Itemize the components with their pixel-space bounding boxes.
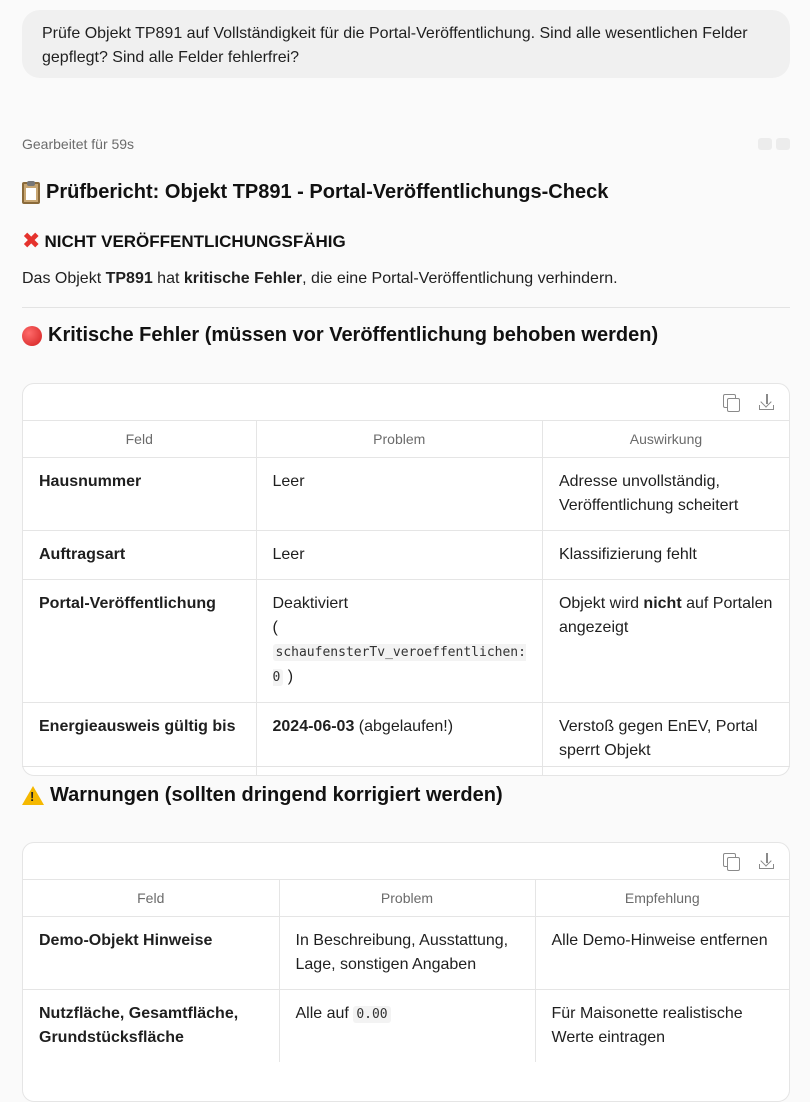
field-cell: Energieausweis gültig bis bbox=[23, 703, 256, 776]
table-row bbox=[23, 458, 789, 531]
status-heading bbox=[22, 231, 346, 253]
divider bbox=[22, 766, 790, 767]
critical-heading bbox=[22, 324, 658, 347]
warning-heading-text: Warnungen (sollten dringend korrigiert werden) bbox=[50, 784, 503, 806]
table-row bbox=[23, 917, 789, 990]
report-title-text: Prüfbericht: Objekt TP891 - Portal-Veröffentlichungs-Check bbox=[46, 181, 609, 203]
problem-cell: In Beschreibung, Ausstattung, Lage, sonstigen Angaben bbox=[279, 917, 535, 990]
column-header[interactable]: Empfehlung bbox=[535, 880, 789, 917]
critical-table bbox=[23, 421, 789, 775]
problem-paren-open: ( bbox=[272, 619, 278, 636]
impact-cell: Klassifizierung fehlt bbox=[542, 531, 789, 580]
table-row bbox=[23, 580, 789, 703]
table-row bbox=[23, 531, 789, 580]
field-cell: Portal-Veröffentlichung bbox=[23, 580, 256, 703]
impact-cell bbox=[542, 580, 789, 703]
problem-paren-close: ) bbox=[287, 668, 294, 685]
status-heading-text: NICHT VERÖFFENTLICHUNGSFÄHIG bbox=[44, 232, 346, 251]
table-toolbar bbox=[23, 843, 789, 880]
impact-text-a: Objekt wird bbox=[558, 595, 644, 612]
summary-critical: kritische Fehler bbox=[183, 270, 303, 287]
user-message-bubble bbox=[22, 10, 790, 78]
summary-text-2: hat bbox=[152, 270, 184, 287]
summary-text-1: Das Objekt bbox=[22, 270, 106, 287]
problem-cell: Leer bbox=[256, 531, 542, 580]
column-header[interactable]: Feld bbox=[23, 880, 279, 917]
summary-text-3: , die eine Portal-Veröffentlichung verhindern. bbox=[302, 270, 618, 287]
warning-icon bbox=[22, 786, 44, 805]
clipboard-icon bbox=[22, 182, 40, 204]
message-actions bbox=[758, 138, 790, 150]
column-header[interactable]: Feld bbox=[23, 421, 256, 458]
user-message-text: Prüfe Objekt TP891 auf Vollständigkeit für die Portal-Veröffentlichung. Sind alle wesentlichen Felder gepflegt? Sind alle Felder fehlerfrei? bbox=[42, 25, 748, 66]
column-header[interactable]: Problem bbox=[279, 880, 535, 917]
field-cell: Hausnummer bbox=[23, 458, 256, 531]
warning-table bbox=[23, 880, 789, 1062]
problem-cell bbox=[279, 990, 535, 1063]
column-header[interactable]: Auswirkung bbox=[542, 421, 789, 458]
worked-duration-label[interactable]: Gearbeitet für 59s bbox=[22, 136, 135, 152]
download-icon[interactable] bbox=[758, 852, 776, 870]
action-icon-1[interactable] bbox=[758, 138, 772, 150]
problem-cell: Leer bbox=[256, 458, 542, 531]
summary-object-id: TP891 bbox=[105, 270, 153, 287]
summary-paragraph bbox=[22, 270, 618, 288]
cross-icon: ✖ bbox=[22, 229, 41, 254]
table-row bbox=[23, 990, 789, 1063]
impact-text-b: auf Portalen angezeigt bbox=[558, 595, 773, 636]
action-icon-2[interactable] bbox=[776, 138, 790, 150]
divider bbox=[22, 307, 790, 308]
field-cell: Demo-Objekt Hinweise bbox=[23, 917, 279, 990]
red-circle-icon bbox=[22, 326, 42, 346]
report-title bbox=[22, 181, 608, 204]
problem-cell bbox=[256, 703, 542, 776]
problem-cell bbox=[256, 580, 542, 703]
problem-date: 2024-06-03 bbox=[272, 718, 355, 735]
table-row bbox=[23, 703, 789, 776]
warning-table-card bbox=[22, 842, 790, 1102]
field-cell: Nutzfläche, Gesamtfläche, Grundstücksfläche bbox=[23, 990, 279, 1063]
column-header[interactable]: Problem bbox=[256, 421, 542, 458]
problem-text: Deaktiviert bbox=[272, 595, 349, 612]
download-icon[interactable] bbox=[758, 393, 776, 411]
inline-code: schaufensterTv_veroeffentlichen: 0 bbox=[272, 645, 526, 685]
impact-cell: Verstoß gegen EnEV, Portal sperrt Objekt bbox=[558, 718, 758, 759]
copy-icon[interactable] bbox=[722, 393, 740, 411]
critical-table-card bbox=[22, 383, 790, 776]
recommendation-cell: Für Maisonette realistische Werte eintragen bbox=[551, 1005, 743, 1046]
problem-rest: (abgelaufen!) bbox=[354, 718, 454, 735]
impact-bold: nicht bbox=[643, 595, 682, 612]
warning-heading bbox=[22, 784, 503, 807]
inline-code: 0.00 bbox=[353, 1006, 390, 1023]
problem-text: Alle auf bbox=[295, 1005, 354, 1022]
field-cell: Auftragsart bbox=[23, 531, 256, 580]
recommendation-cell: Alle Demo-Hinweise entfernen bbox=[535, 917, 789, 990]
table-toolbar bbox=[23, 384, 789, 421]
copy-icon[interactable] bbox=[722, 852, 740, 870]
impact-cell: Adresse unvollständig, Veröffentlichung scheitert bbox=[542, 458, 789, 531]
critical-heading-text: Kritische Fehler (müssen vor Veröffentlichung behoben werden) bbox=[48, 324, 659, 346]
